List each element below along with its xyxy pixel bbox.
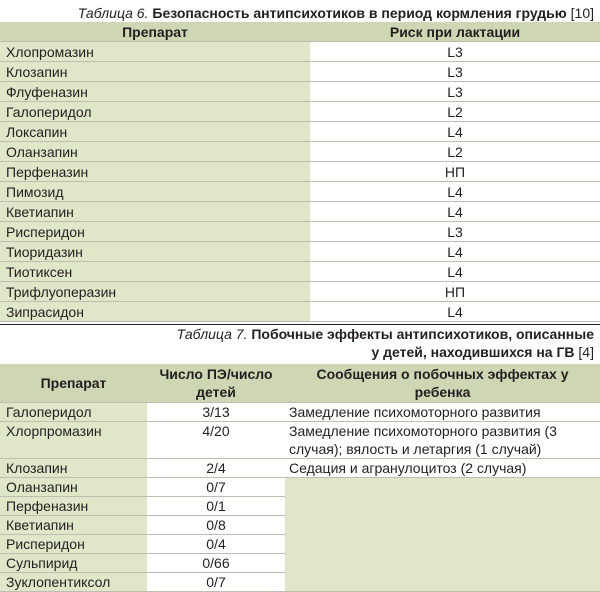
table6-cell-drug: Хлопромазин [0, 42, 310, 62]
table6-row [0, 162, 600, 182]
table7-cell-message: Седация и агранулоцитоз (2 случая) [285, 458, 600, 477]
table6-cell-risk: L3 [310, 62, 600, 82]
table7-caption [177, 325, 594, 361]
table6-cell-risk: НП [310, 282, 600, 302]
table6-caption-ref: [10] [570, 5, 594, 21]
table6-cell-drug: Кветиапин [0, 202, 310, 222]
table7 [0, 364, 600, 592]
table7-header-message: Сообщения о побочных эффектах у ребенка [285, 364, 600, 402]
table6-row [0, 222, 600, 242]
table6-cell-risk: L3 [310, 222, 600, 242]
table7-cell-message: Замедление психомоторного развития (3 случая); вялость и летаргия (1 случай) [285, 421, 600, 458]
table7-header-ratio: Число ПЭ/число детей [147, 364, 285, 402]
table6-row [0, 142, 600, 162]
table6-cell-drug: Рисперидон [0, 222, 310, 242]
table6-row [0, 122, 600, 142]
table6-cell-drug: Клозапин [0, 62, 310, 82]
table6-row [0, 82, 600, 102]
table7-cell-ratio: 3/13 [147, 402, 285, 421]
table7-caption-ref: [4] [578, 344, 594, 360]
table6-caption-title: Безопасность антипсихотиков в период кормления грудью [152, 5, 567, 21]
table6-cell-risk: L4 [310, 262, 600, 282]
table6-cell-drug: Трифлуоперазин [0, 282, 310, 302]
table7-cell-ratio: 0/66 [147, 553, 285, 572]
table6-row [0, 62, 600, 82]
table6-cell-drug: Локсапин [0, 122, 310, 142]
table7-header-row [0, 364, 600, 402]
table6-cell-drug: Галоперидол [0, 102, 310, 122]
table6-header-risk: Риск при лактации [310, 22, 600, 42]
table6-cell-drug: Оланзапин [0, 142, 310, 162]
table7-cell-message: Замедление психомоторного развития [285, 402, 600, 421]
table6-row [0, 242, 600, 262]
table6-cell-risk: L4 [310, 182, 600, 202]
table6-cell-drug: Перфеназин [0, 162, 310, 182]
table7-cell-drug: Оланзапин [0, 477, 147, 496]
table6-cell-risk: L3 [310, 82, 600, 102]
table6 [0, 22, 600, 322]
table6-row [0, 262, 600, 282]
table6-row [0, 302, 600, 322]
table6-cell-drug: Тиоридазин [0, 242, 310, 262]
table6-cell-risk: L4 [310, 242, 600, 262]
table6-cell-drug: Зипрасидон [0, 302, 310, 322]
table6-cell-drug: Тиотиксен [0, 262, 310, 282]
table7-cell-drug: Кветиапин [0, 515, 147, 534]
table7-caption-prefix: Таблица 7. [176, 326, 248, 342]
table6-header-drug: Препарат [0, 22, 310, 42]
table7-cell-drug: Зуклопентиксол [0, 572, 147, 591]
table7-caption-title-line1: Побочные эффекты антипсихотиков, описанные [251, 326, 594, 342]
table7-cell-ratio: 0/4 [147, 534, 285, 553]
table7-cell-drug: Сульпирид [0, 553, 147, 572]
table6-cell-risk: L2 [310, 142, 600, 162]
table6-row [0, 102, 600, 122]
table6-cell-risk: НП [310, 162, 600, 182]
table7-cell-ratio: 2/4 [147, 458, 285, 477]
table6-cell-risk: L4 [310, 122, 600, 142]
table7-cell-drug: Галоперидол [0, 402, 147, 421]
table7-cell-drug: Рисперидон [0, 534, 147, 553]
table7-cell-ratio: 0/8 [147, 515, 285, 534]
table6-row [0, 42, 600, 62]
table7-cell-ratio: 4/20 [147, 421, 285, 458]
table7-cell-drug: Перфеназин [0, 496, 147, 515]
table7-row [0, 421, 600, 458]
table7-cell-ratio: 0/7 [147, 572, 285, 591]
table6-cell-risk: L3 [310, 42, 600, 62]
table6-header-row [0, 22, 600, 42]
table7-caption-title-line2: у детей, находившихся на ГВ [371, 344, 575, 360]
table6-row [0, 182, 600, 202]
table7-cell-ratio: 0/1 [147, 496, 285, 515]
table6-cell-risk: L4 [310, 202, 600, 222]
table7-cell-message-empty [285, 477, 600, 591]
table7-header-drug: Препарат [0, 364, 147, 402]
table7-row [0, 402, 600, 421]
table7-cell-drug: Клозапин [0, 458, 147, 477]
table7-cell-drug: Хлорпромазин [0, 421, 147, 458]
table6-caption [78, 4, 594, 22]
table6-row [0, 282, 600, 302]
table6-cell-drug: Флуфеназин [0, 82, 310, 102]
table6-cell-drug: Пимозид [0, 182, 310, 202]
table6-caption-prefix: Таблица 6. [77, 5, 149, 21]
table6-cell-risk: L2 [310, 102, 600, 122]
table7-cell-ratio: 0/7 [147, 477, 285, 496]
table6-cell-risk: L4 [310, 302, 600, 322]
table7-row [0, 458, 600, 477]
table7-row [0, 477, 600, 496]
table6-row [0, 202, 600, 222]
